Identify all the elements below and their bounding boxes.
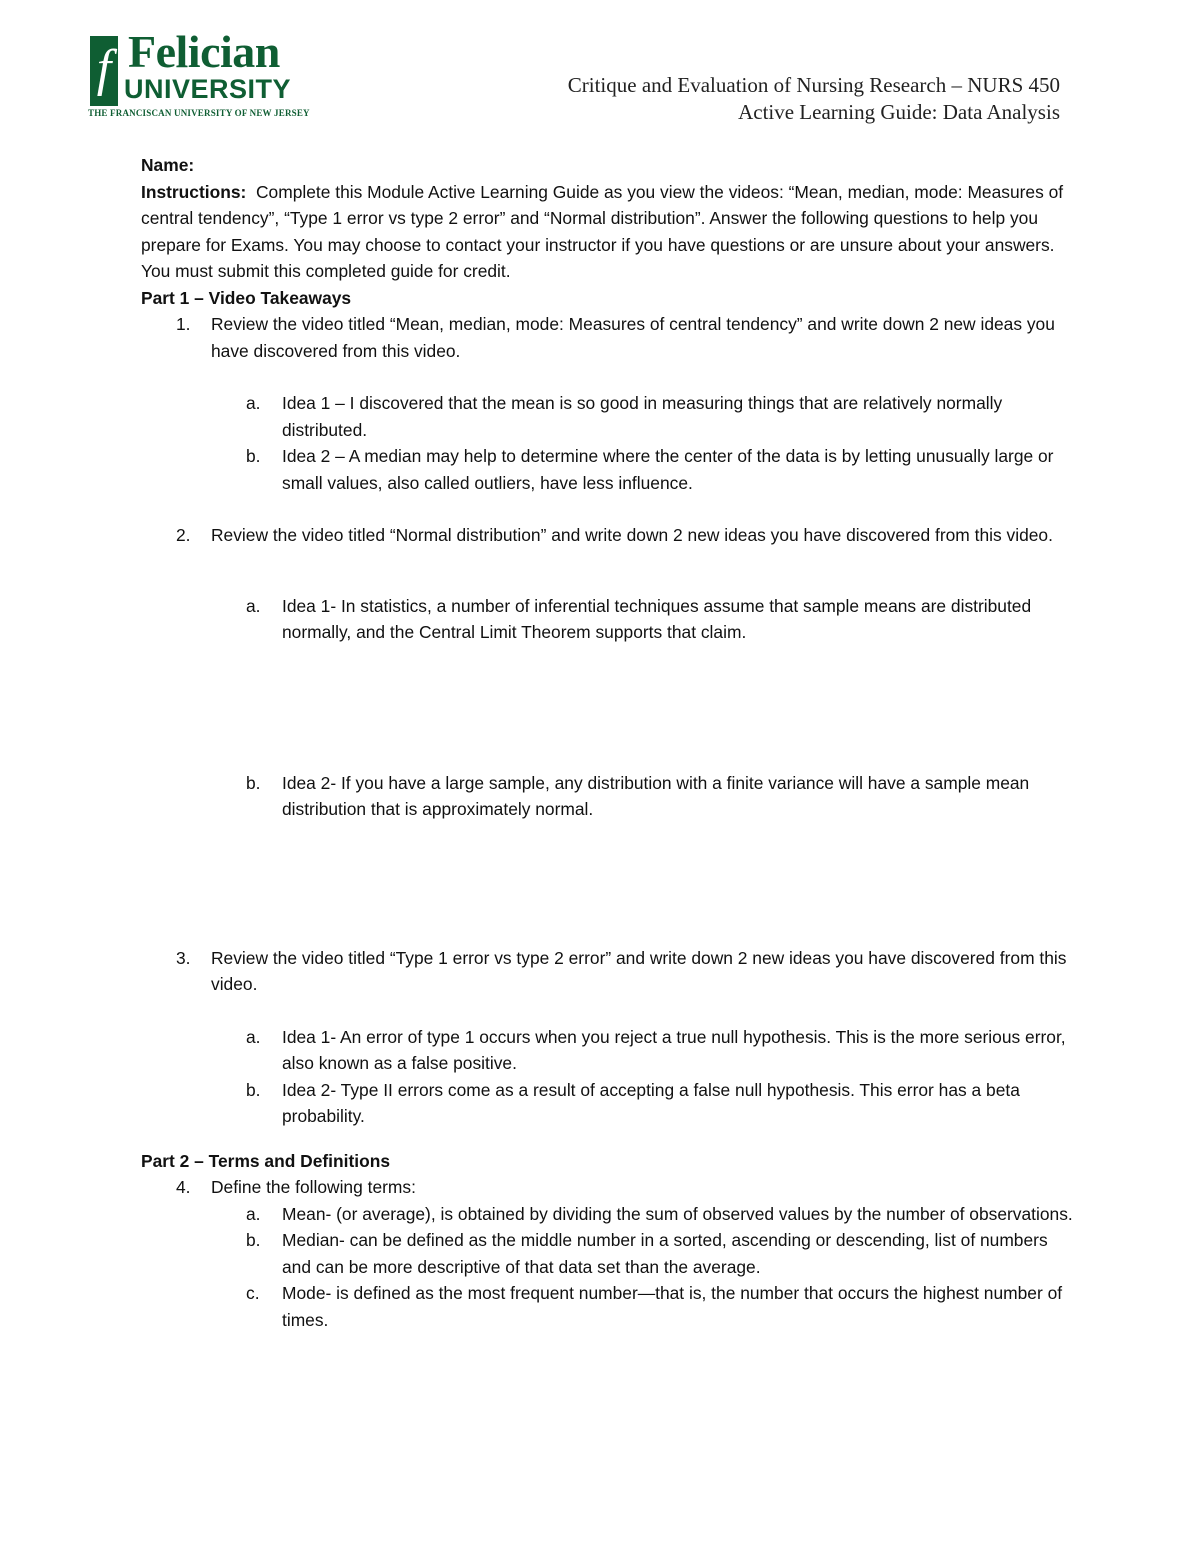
answer-letter: a. <box>246 595 261 616</box>
answer-letter: b. <box>246 1079 261 1100</box>
instructions-text: Complete this Module Active Learning Guide as you view the videos: “Mean, median, mode: Measures of central tendency”, “Type 1 error vs type 2 error” and “Normal distribution”. Answer the following questions to help you prepare for Exams. You may choose to contact your instructor if you have questions or are unsure about your answers. You must submit this completed guide for credit. <box>141 181 1064 281</box>
answer-3b <box>141 1077 1076 1130</box>
answer-text: Mode- is defined as the most frequent number—that is, the number that occurs the highest number of times. <box>282 1283 1063 1330</box>
question-4 <box>141 1174 1076 1201</box>
instructions <box>141 179 1076 285</box>
logo-university: UNIVERSITY <box>124 74 292 104</box>
part1-heading: Part 1 – Video Takeaways <box>141 287 352 308</box>
answer-letter: a. <box>246 393 261 413</box>
term-median <box>141 1227 1076 1280</box>
guide-title: Active Learning Guide: Data Analysis <box>738 100 1060 124</box>
felician-university-logo <box>86 26 338 122</box>
answer-letter: c. <box>246 1283 260 1303</box>
answer-letter: a. <box>246 1026 261 1047</box>
answer-letter: b. <box>246 772 261 793</box>
document-body <box>141 152 1076 1333</box>
term-mean <box>141 1201 1076 1228</box>
answer-3a <box>141 1024 1076 1077</box>
question-number: 4. <box>176 1177 191 1197</box>
answer-text: Idea 1 – I discovered that the mean is so good in measuring things that are relatively normally distributed. <box>282 393 1003 440</box>
answer-letter: b. <box>246 1230 261 1250</box>
name-label: Name: <box>141 155 195 175</box>
logo-wordmark: Felician <box>128 26 280 77</box>
answer-letter: b. <box>246 446 261 466</box>
question-2 <box>141 522 1076 549</box>
answer-1a <box>141 390 1076 443</box>
answer-text: Idea 2 – A median may help to determine where the center of the data is by letting unusually large or small values, also called outliers, have less influence. <box>282 446 1054 493</box>
answer-text: Idea 2- Type II errors come as a result of accepting a false null hypothesis. This error has a beta probability. <box>282 1079 1020 1126</box>
logo-mark-glyph: f <box>96 40 112 97</box>
question-3 <box>141 945 1076 998</box>
part2-heading: Part 2 – Terms and Definitions <box>141 1150 391 1171</box>
answer-2a <box>141 593 1076 646</box>
answer-text: Mean- (or average), is obtained by dividing the sum of observed values by the number of observations. <box>282 1203 1073 1224</box>
question-text: Define the following terms: <box>211 1177 416 1197</box>
term-mode <box>141 1280 1076 1333</box>
question-number: 1. <box>176 314 191 334</box>
answer-text: Median- can be defined as the middle number in a sorted, ascending or descending, list of numbers and can be more descriptive of that data set than the average. <box>282 1230 1048 1277</box>
answer-text: Idea 2- If you have a large sample, any distribution with a finite variance will have a sample mean distribution that is approximately normal. <box>282 772 1030 819</box>
question-number: 3. <box>176 947 191 968</box>
question-text: Review the video titled “Type 1 error vs type 2 error” and write down 2 new ideas you have discovered from this video. <box>211 947 1067 994</box>
answer-2b <box>141 770 1076 823</box>
question-number: 2. <box>176 525 191 545</box>
answer-text: Idea 1- An error of type 1 occurs when you reject a true null hypothesis. This is the more serious error, also known as a false positive. <box>282 1026 1066 1073</box>
question-1 <box>141 311 1076 364</box>
answer-letter: a. <box>246 1203 261 1224</box>
answer-1b <box>141 443 1076 496</box>
question-text: Review the video titled “Normal distribution” and write down 2 new ideas you have discovered from this video. <box>211 525 1053 545</box>
document-header <box>568 72 1060 126</box>
instructions-label: Instructions: <box>141 181 247 202</box>
answer-text: Idea 1- In statistics, a number of inferential techniques assume that sample means are distributed normally, and the Central Limit Theorem supports that claim. <box>282 595 1032 642</box>
course-title: Critique and Evaluation of Nursing Research – NURS 450 <box>567 73 1060 97</box>
logo-tagline: THE FRANCISCAN UNIVERSITY OF NEW JERSEY <box>88 108 310 118</box>
question-text: Review the video titled “Mean, median, mode: Measures of central tendency” and write down 2 new ideas you have discovered from this video. <box>211 314 1055 361</box>
